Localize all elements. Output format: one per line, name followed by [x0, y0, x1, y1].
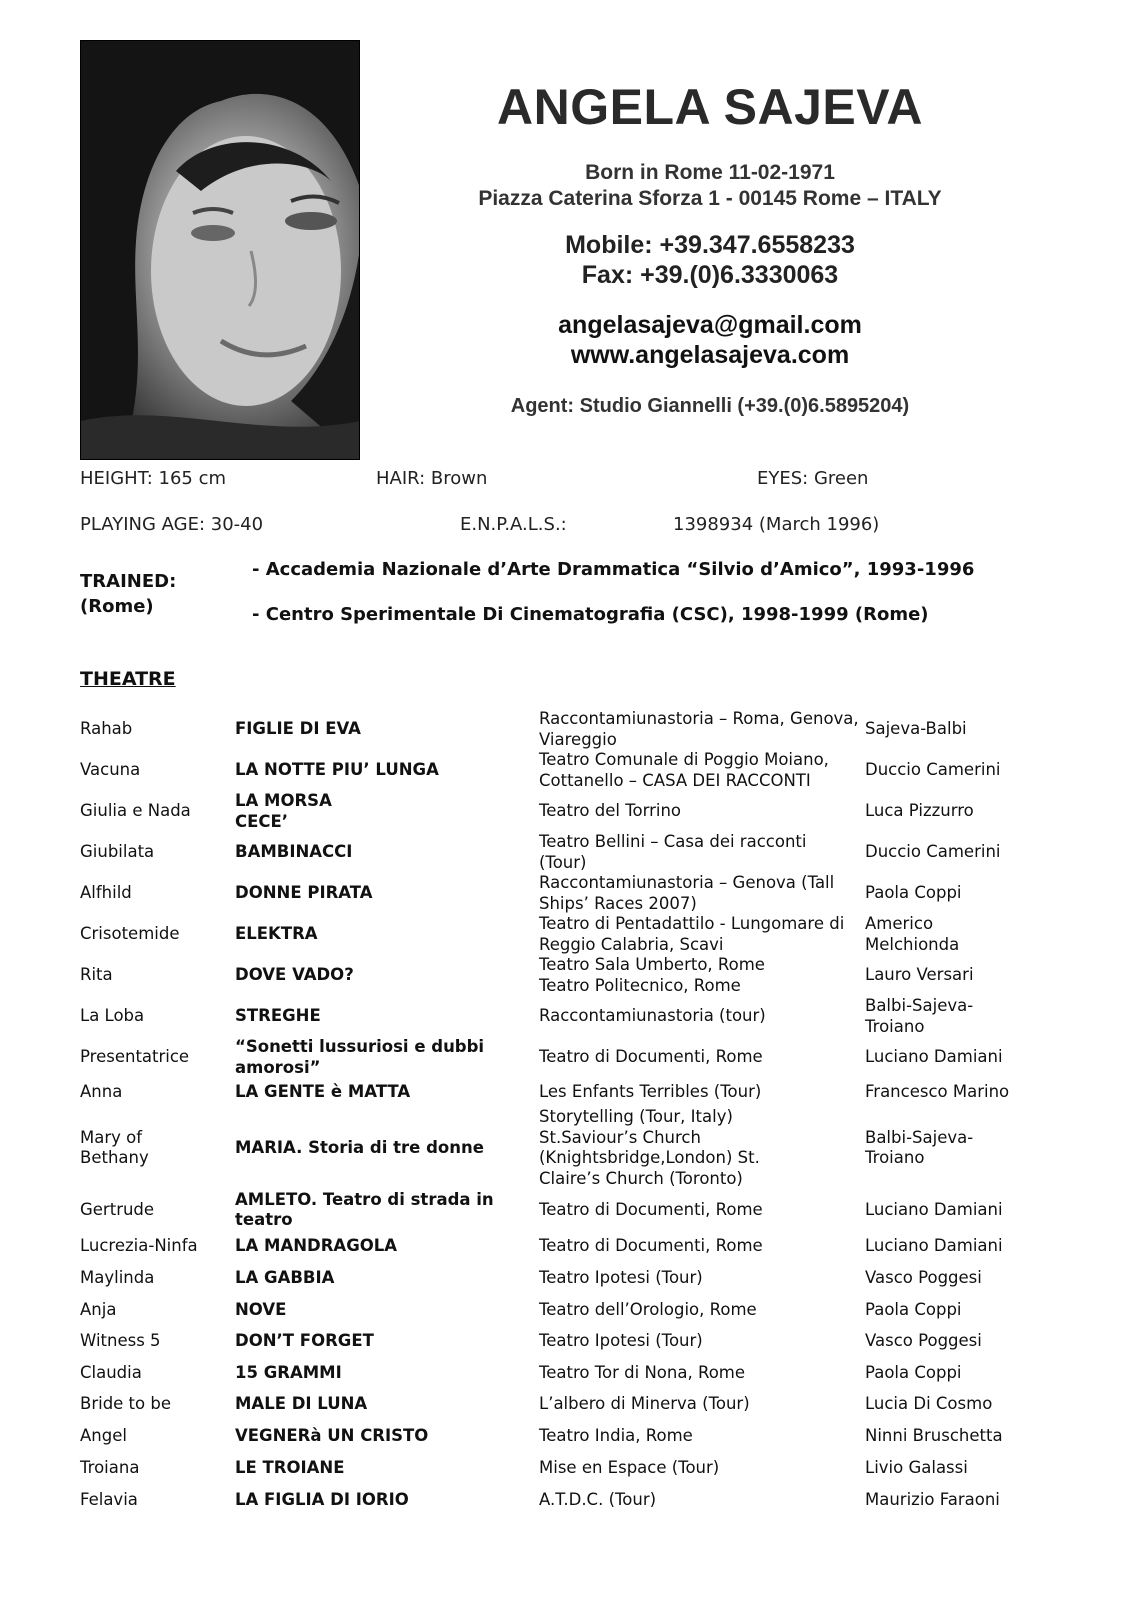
role-cell: Lucrezia-Ninfa: [80, 1235, 198, 1255]
venue-cell: Raccontamiunastoria – Roma, Genova, Viareggio: [539, 709, 859, 749]
table-row: [80, 955, 1040, 996]
venue-cell: Teatro dell’Orologio, Rome: [539, 1299, 757, 1319]
role-cell: Gertrude: [80, 1199, 155, 1219]
table-row: [80, 1452, 1040, 1484]
table-row: [80, 1037, 1040, 1078]
table-row: [80, 1078, 1040, 1106]
director-cell: Balbi-Sajeva-Troiano: [865, 1127, 974, 1167]
title-cell: ELEKTRA: [235, 924, 318, 944]
role-cell: Rita: [80, 965, 113, 985]
title-cell: LA GENTE è MATTA: [235, 1081, 411, 1101]
director-cell: Luciano Damiani: [865, 1047, 1003, 1067]
title-cell: MARIA. Storia di tre donne: [235, 1137, 484, 1157]
director-cell: Luciano Damiani: [865, 1235, 1003, 1255]
role-cell: Bride to be: [80, 1394, 171, 1414]
web-contacts: [420, 310, 1000, 370]
table-row: [80, 1420, 1040, 1452]
role-cell: Anna: [80, 1081, 123, 1101]
table-row: [80, 832, 1040, 873]
table-row: [80, 873, 1040, 914]
director-cell: Livio Galassi: [865, 1457, 968, 1477]
venue-cell: Raccontamiunastoria (tour): [539, 1006, 766, 1026]
title-cell: DONNE PIRATA: [235, 883, 373, 903]
trained-label-block: [80, 569, 176, 619]
title-cell: DOVE VADO?: [235, 965, 354, 985]
role-cell: La Loba: [80, 1006, 145, 1026]
eyes-info: EYES: Green: [757, 468, 869, 489]
venue-cell: Les Enfants Terribles (Tour): [539, 1081, 762, 1101]
title-cell: LA MORSA CECE’: [235, 791, 332, 831]
training-item: - Accademia Nazionale d’Arte Drammatica “Silvio d’Amico”, 1993-1996: [252, 559, 975, 580]
table-row: [80, 1389, 1040, 1420]
theatre-section-title: THEATRE: [80, 668, 176, 690]
role-cell: Crisotemide: [80, 924, 180, 944]
title-cell: “Sonetti lussuriosi e dubbi amorosi”: [235, 1037, 485, 1077]
role-cell: Anja: [80, 1299, 117, 1319]
venue-cell: Raccontamiunastoria – Genova (Tall Ships’ Races 2007): [539, 873, 835, 913]
director-cell: Paola Coppi: [865, 1362, 962, 1382]
role-cell: Vacuna: [80, 760, 141, 780]
height-info: HEIGHT: 165 cm: [80, 468, 227, 489]
role-cell: Giubilata: [80, 842, 155, 862]
title-cell: LA MANDRAGOLA: [235, 1235, 398, 1255]
fax-number: Fax: +39.(0)6.3330063: [581, 261, 839, 289]
director-cell: Francesco Marino: [865, 1081, 1010, 1101]
director-cell: Balbi-Sajeva-Troiano: [865, 996, 974, 1036]
venue-cell: Teatro di Documenti, Rome: [539, 1047, 763, 1067]
table-row: [80, 996, 1040, 1037]
table-row: [80, 1294, 1040, 1326]
role-cell: Maylinda: [80, 1267, 155, 1287]
table-row: [80, 1230, 1040, 1262]
title-cell: LA GABBIA: [235, 1267, 335, 1287]
venue-cell: Teatro del Torrino: [539, 801, 682, 821]
email-link[interactable]: angelasajeva@gmail.com: [558, 311, 862, 339]
enpals-value: 1398934 (March 1996): [673, 514, 880, 535]
website-link[interactable]: www.angelasajeva.com: [570, 341, 850, 369]
title-cell: MALE DI LUNA: [235, 1394, 368, 1414]
title-cell: BAMBINACCI: [235, 842, 353, 862]
training-item: - Centro Sperimentale Di Cinematografia (CSC), 1998-1999 (Rome): [252, 604, 929, 625]
title-cell: AMLETO. Teatro di strada in teatro: [235, 1189, 494, 1229]
table-row: [80, 1326, 1040, 1357]
director-cell: Maurizio Faraoni: [865, 1489, 1000, 1509]
title-cell: LE TROIANE: [235, 1457, 345, 1477]
director-cell: Lucia Di Cosmo: [865, 1394, 993, 1414]
portrait-photo: [80, 40, 360, 460]
page-title: ANGELA SAJEVA: [496, 79, 923, 135]
title-cell: 15 GRAMMI: [235, 1362, 342, 1382]
role-cell: Alfhild: [80, 883, 132, 903]
venue-cell: Teatro Comunale di Poggio Moiano, Cottanello – CASA DEI RACCONTI: [539, 750, 829, 790]
role-cell: Rahab: [80, 719, 133, 739]
director-cell: Vasco Poggesi: [865, 1331, 982, 1351]
table-row: [80, 1262, 1040, 1294]
table-row: [80, 750, 1040, 791]
table-row: [80, 1484, 1040, 1516]
venue-cell: Teatro di Documenti, Rome: [539, 1235, 763, 1255]
venue-cell: Teatro di Pentadattilo - Lungomare di Reggio Calabria, Scavi: [539, 914, 845, 954]
hair-info: HAIR: Brown: [376, 468, 488, 489]
director-cell: Luciano Damiani: [865, 1199, 1003, 1219]
role-cell: Claudia: [80, 1362, 142, 1382]
table-row: [80, 914, 1040, 955]
director-cell: Luca Pizzurro: [865, 801, 974, 821]
venue-cell: L’albero di Minerva (Tour): [539, 1394, 750, 1414]
phone-info: [420, 230, 1000, 290]
director-cell: Paola Coppi: [865, 1299, 962, 1319]
venue-cell: Teatro Bellini – Casa dei racconti (Tour): [539, 832, 807, 872]
role-cell: Angel: [80, 1425, 127, 1445]
venue-cell: Teatro Tor di Nona, Rome: [539, 1362, 746, 1382]
title-cell: STREGHE: [235, 1006, 321, 1026]
director-cell: Ninni Bruschetta: [865, 1425, 1003, 1445]
venue-cell: Teatro di Documenti, Rome: [539, 1199, 763, 1219]
role-cell: Troiana: [80, 1457, 140, 1477]
personal-info: [420, 160, 1000, 212]
director-cell: Paola Coppi: [865, 883, 962, 903]
venue-cell: Teatro India, Rome: [539, 1425, 693, 1445]
title-cell: NOVE: [235, 1299, 287, 1319]
venue-cell: Mise en Espace (Tour): [539, 1457, 720, 1477]
table-row: [80, 1106, 1040, 1190]
table-row: [80, 1190, 1040, 1230]
director-cell: Duccio Camerini: [865, 842, 1001, 862]
venue-cell: Teatro Sala Umberto, Rome Teatro Politecnico, Rome: [539, 955, 765, 995]
role-cell: Felavia: [80, 1489, 138, 1509]
table-row: [80, 1357, 1040, 1389]
mobile-number: Mobile: +39.347.6558233: [565, 231, 855, 259]
trained-location: (Rome): [80, 596, 154, 617]
table-row: [80, 709, 1040, 750]
role-cell: Witness 5: [80, 1331, 161, 1351]
role-cell: Presentatrice: [80, 1047, 190, 1067]
title-cell: DON’T FORGET: [235, 1331, 374, 1351]
venue-cell: Teatro Ipotesi (Tour): [539, 1331, 703, 1351]
playing-age-info: PLAYING AGE: 30-40: [80, 514, 264, 535]
trained-label: TRAINED:: [80, 571, 177, 592]
table-row: [80, 791, 1040, 832]
enpals-label: E.N.P.A.L.S.:: [460, 514, 567, 535]
director-cell: Sajeva-Balbi: [865, 719, 967, 739]
address: Piazza Caterina Sforza 1 - 00145 Rome – ITALY: [478, 187, 942, 210]
director-cell: Americo Melchionda: [865, 914, 960, 954]
title-cell: LA NOTTE PIU’ LUNGA: [235, 760, 439, 780]
title-cell: VEGNERà UN CRISTO: [235, 1425, 429, 1445]
role-cell: Mary of Bethany: [80, 1127, 149, 1167]
title-cell: LA FIGLIA DI IORIO: [235, 1489, 409, 1509]
title-cell: FIGLIE DI EVA: [235, 719, 361, 739]
venue-cell: A.T.D.C. (Tour): [539, 1489, 657, 1509]
role-cell: Giulia e Nada: [80, 801, 191, 821]
director-cell: Lauro Versari: [865, 965, 974, 985]
birth-info: Born in Rome 11-02-1971: [585, 161, 835, 184]
director-cell: Duccio Camerini: [865, 760, 1001, 780]
venue-cell: Storytelling (Tour, Italy) St.Saviour’s Church (Knightsbridge,London) St. Claire’s Church (Toronto): [539, 1107, 760, 1188]
director-cell: Vasco Poggesi: [865, 1267, 982, 1287]
venue-cell: Teatro Ipotesi (Tour): [539, 1267, 703, 1287]
agent-info: Agent: Studio Giannelli (+39.(0)6.5895204): [510, 395, 910, 417]
